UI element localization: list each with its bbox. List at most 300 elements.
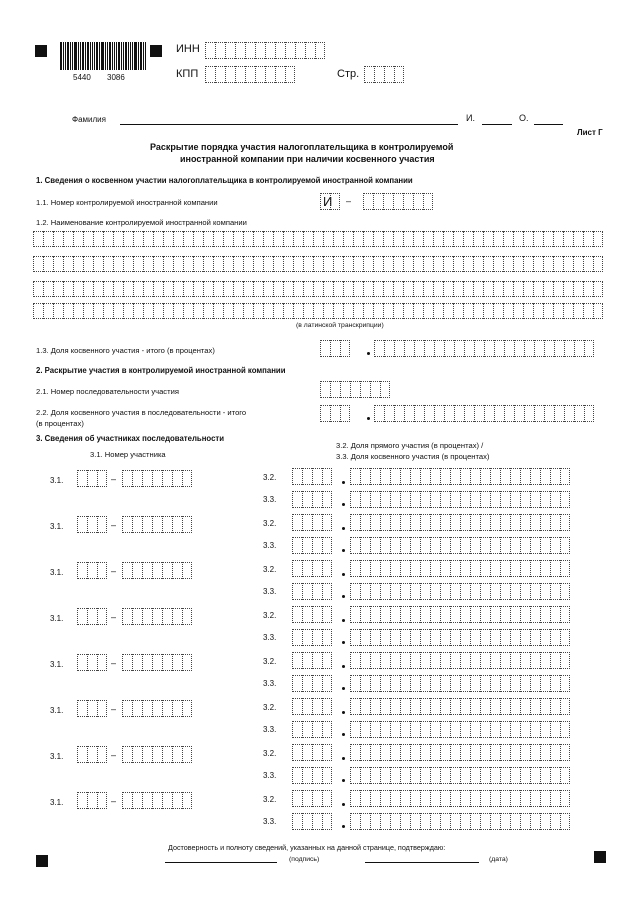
input-cell[interactable] [322,468,332,485]
input-cell[interactable] [275,66,285,83]
inn-field[interactable] [205,42,325,59]
input-cell[interactable] [97,562,107,579]
input-cell[interactable] [182,608,192,625]
input-cell[interactable] [500,491,510,508]
input-cell[interactable] [370,744,380,761]
participant-number-part1[interactable] [77,470,107,487]
input-cell[interactable] [183,256,193,272]
input-cell[interactable] [394,340,404,357]
input-cell[interactable] [500,514,510,531]
input-cell[interactable] [390,629,400,646]
input-cell[interactable] [460,606,470,623]
input-cell[interactable] [390,537,400,554]
input-cell[interactable] [523,281,533,297]
input-cell[interactable] [450,537,460,554]
input-cell[interactable] [302,606,312,623]
participant-number-part2[interactable] [122,700,192,717]
input-cell[interactable] [162,562,172,579]
input-cell[interactable] [373,231,383,247]
input-cell[interactable] [500,813,510,830]
input-cell[interactable] [182,562,192,579]
input-cell[interactable] [550,514,560,531]
input-cell[interactable] [122,792,132,809]
input-cell[interactable] [390,468,400,485]
input-cell[interactable] [87,516,97,533]
input-cell[interactable] [410,629,420,646]
input-cell[interactable] [470,721,480,738]
input-cell[interactable] [460,767,470,784]
input-cell[interactable] [380,381,390,398]
input-cell[interactable] [410,560,420,577]
input-cell[interactable] [292,744,302,761]
input-cell[interactable] [440,514,450,531]
input-cell[interactable] [302,698,312,715]
input-cell[interactable] [302,721,312,738]
input-cell[interactable] [430,491,440,508]
input-cell[interactable] [450,744,460,761]
input-cell[interactable] [323,303,333,319]
input-cell[interactable] [83,303,93,319]
input-cell[interactable] [550,560,560,577]
input-cell[interactable] [573,281,583,297]
input-cell[interactable] [470,537,480,554]
input-cell[interactable] [253,231,263,247]
input-cell[interactable] [243,231,253,247]
input-cell[interactable] [540,652,550,669]
input-cell[interactable] [273,303,283,319]
input-cell[interactable] [460,813,470,830]
input-cell[interactable] [420,675,430,692]
input-cell[interactable] [152,470,162,487]
input-cell[interactable] [142,516,152,533]
input-cell[interactable] [510,560,520,577]
input-cell[interactable] [400,813,410,830]
input-cell[interactable] [520,468,530,485]
input-cell[interactable] [480,698,490,715]
participant-3-3-integer[interactable] [292,767,332,784]
input-cell[interactable] [330,340,340,357]
input-cell[interactable] [380,744,390,761]
input-cell[interactable] [380,813,390,830]
input-cell[interactable] [460,721,470,738]
input-cell[interactable] [235,66,245,83]
input-cell[interactable] [293,256,303,272]
input-cell[interactable] [480,790,490,807]
input-cell[interactable] [123,256,133,272]
input-cell[interactable] [122,746,132,763]
input-cell[interactable] [390,652,400,669]
input-cell[interactable] [373,193,383,210]
input-cell[interactable] [460,560,470,577]
input-cell[interactable] [560,675,570,692]
input-cell[interactable] [533,256,543,272]
input-cell[interactable] [360,560,370,577]
input-cell[interactable] [513,256,523,272]
participant-number-part2[interactable] [122,654,192,671]
input-cell[interactable] [453,303,463,319]
input-cell[interactable] [410,675,420,692]
input-cell[interactable] [510,744,520,761]
input-cell[interactable] [583,231,593,247]
input-cell[interactable] [530,813,540,830]
input-cell[interactable] [370,652,380,669]
input-cell[interactable] [530,606,540,623]
input-cell[interactable] [373,303,383,319]
input-cell[interactable] [340,405,350,422]
input-cell[interactable] [430,744,440,761]
participant-3-2-fraction[interactable] [350,514,570,531]
input-cell[interactable] [203,303,213,319]
input-cell[interactable] [550,491,560,508]
input-cell[interactable] [584,405,594,422]
input-cell[interactable] [420,491,430,508]
input-cell[interactable] [312,491,322,508]
input-cell[interactable] [470,675,480,692]
participant-3-2-fraction[interactable] [350,560,570,577]
input-cell[interactable] [343,231,353,247]
input-cell[interactable] [470,629,480,646]
input-cell[interactable] [225,42,235,59]
input-cell[interactable] [173,303,183,319]
input-cell[interactable] [400,514,410,531]
input-cell[interactable] [404,405,414,422]
input-cell[interactable] [63,256,73,272]
input-cell[interactable] [97,792,107,809]
input-cell[interactable] [122,516,132,533]
input-cell[interactable] [393,256,403,272]
input-cell[interactable] [123,231,133,247]
input-cell[interactable] [302,675,312,692]
input-cell[interactable] [553,231,563,247]
input-cell[interactable] [374,66,384,83]
input-cell[interactable] [113,303,123,319]
input-cell[interactable] [77,562,87,579]
input-cell[interactable] [183,303,193,319]
input-cell[interactable] [460,698,470,715]
input-cell[interactable] [243,256,253,272]
participant-number-part2[interactable] [122,470,192,487]
input-cell[interactable] [544,340,554,357]
input-cell[interactable] [142,792,152,809]
input-cell[interactable] [205,42,215,59]
input-cell[interactable] [263,256,273,272]
input-cell[interactable] [43,256,53,272]
participant-3-2-fraction[interactable] [350,790,570,807]
participant-3-3-fraction[interactable] [350,537,570,554]
input-cell[interactable] [380,767,390,784]
input-cell[interactable] [273,256,283,272]
input-cell[interactable] [283,281,293,297]
input-cell[interactable] [500,790,510,807]
input-cell[interactable] [493,231,503,247]
input-cell[interactable] [480,606,490,623]
input-cell[interactable] [263,231,273,247]
input-cell[interactable] [370,514,380,531]
input-cell[interactable] [122,470,132,487]
input-cell[interactable] [420,629,430,646]
input-cell[interactable] [283,303,293,319]
input-cell[interactable] [122,608,132,625]
input-cell[interactable] [162,792,172,809]
input-cell[interactable] [183,281,193,297]
input-cell[interactable] [123,303,133,319]
input-cell[interactable] [152,608,162,625]
input-cell[interactable] [370,560,380,577]
field-2-2-integer[interactable] [320,405,350,422]
input-cell[interactable] [550,698,560,715]
input-cell[interactable] [213,256,223,272]
input-cell[interactable] [540,744,550,761]
input-cell[interactable] [343,256,353,272]
input-cell[interactable] [283,256,293,272]
input-cell[interactable] [292,514,302,531]
input-cell[interactable] [293,281,303,297]
participant-3-3-integer[interactable] [292,721,332,738]
input-cell[interactable] [43,281,53,297]
input-cell[interactable] [400,468,410,485]
input-cell[interactable] [573,231,583,247]
input-cell[interactable] [312,698,322,715]
input-cell[interactable] [380,790,390,807]
input-cell[interactable] [133,281,143,297]
input-cell[interactable] [450,698,460,715]
input-cell[interactable] [423,193,433,210]
input-cell[interactable] [370,790,380,807]
input-cell[interactable] [312,583,322,600]
input-cell[interactable] [303,281,313,297]
input-cell[interactable] [283,231,293,247]
input-cell[interactable] [292,767,302,784]
input-cell[interactable] [564,405,574,422]
input-cell[interactable] [420,721,430,738]
input-cell[interactable] [340,381,350,398]
input-cell[interactable] [350,606,360,623]
input-cell[interactable] [420,583,430,600]
input-cell[interactable] [400,652,410,669]
input-cell[interactable] [450,491,460,508]
input-cell[interactable] [433,303,443,319]
input-cell[interactable] [77,608,87,625]
input-cell[interactable] [93,303,103,319]
input-cell[interactable] [490,583,500,600]
input-cell[interactable] [480,514,490,531]
input-cell[interactable] [97,700,107,717]
input-cell[interactable] [77,516,87,533]
input-cell[interactable] [363,303,373,319]
input-cell[interactable] [430,721,440,738]
input-cell[interactable] [420,537,430,554]
input-cell[interactable] [560,721,570,738]
input-cell[interactable] [520,629,530,646]
input-cell[interactable] [550,583,560,600]
input-cell[interactable] [503,281,513,297]
input-cell[interactable] [453,231,463,247]
input-cell[interactable] [510,629,520,646]
input-cell[interactable] [480,767,490,784]
participant-3-3-fraction[interactable] [350,491,570,508]
input-cell[interactable] [560,583,570,600]
input-cell[interactable] [312,675,322,692]
field-1-1-number[interactable] [363,193,433,210]
input-cell[interactable] [142,470,152,487]
input-cell[interactable] [255,42,265,59]
input-cell[interactable] [430,767,440,784]
input-cell[interactable] [313,256,323,272]
input-cell[interactable] [302,537,312,554]
input-cell[interactable] [410,491,420,508]
input-cell[interactable] [330,405,340,422]
input-cell[interactable] [333,303,343,319]
input-cell[interactable] [162,470,172,487]
input-cell[interactable] [493,256,503,272]
input-cell[interactable] [172,746,182,763]
input-cell[interactable] [470,652,480,669]
input-cell[interactable] [460,790,470,807]
input-cell[interactable] [223,281,233,297]
input-cell[interactable] [363,231,373,247]
input-cell[interactable] [510,468,520,485]
input-cell[interactable] [350,514,360,531]
page-number-field[interactable] [364,66,404,83]
participant-3-3-integer[interactable] [292,583,332,600]
input-cell[interactable] [133,231,143,247]
input-cell[interactable] [550,790,560,807]
input-cell[interactable] [315,42,325,59]
input-cell[interactable] [350,537,360,554]
participant-number-part2[interactable] [122,608,192,625]
input-cell[interactable] [504,340,514,357]
input-cell[interactable] [490,767,500,784]
input-cell[interactable] [380,537,390,554]
input-cell[interactable] [292,629,302,646]
input-cell[interactable] [430,537,440,554]
input-cell[interactable] [520,767,530,784]
input-cell[interactable] [520,813,530,830]
input-cell[interactable] [480,744,490,761]
input-cell[interactable] [322,491,332,508]
input-cell[interactable] [233,303,243,319]
input-cell[interactable] [433,231,443,247]
input-cell[interactable] [550,744,560,761]
input-cell[interactable] [490,652,500,669]
input-cell[interactable] [420,514,430,531]
input-cell[interactable] [430,560,440,577]
input-cell[interactable] [400,790,410,807]
input-cell[interactable] [550,675,560,692]
input-cell[interactable] [530,744,540,761]
input-cell[interactable] [480,583,490,600]
input-cell[interactable] [470,744,480,761]
surname-field[interactable] [120,124,458,125]
input-cell[interactable] [530,491,540,508]
input-cell[interactable] [203,256,213,272]
input-cell[interactable] [363,256,373,272]
input-cell[interactable] [383,193,393,210]
input-cell[interactable] [510,491,520,508]
input-cell[interactable] [203,281,213,297]
input-cell[interactable] [333,231,343,247]
participant-number-part1[interactable] [77,654,107,671]
input-cell[interactable] [470,560,480,577]
input-cell[interactable] [400,491,410,508]
input-cell[interactable] [233,256,243,272]
input-cell[interactable] [350,790,360,807]
input-cell[interactable] [394,66,404,83]
input-cell[interactable] [483,256,493,272]
input-cell[interactable] [510,583,520,600]
input-cell[interactable] [132,746,142,763]
participant-3-2-integer[interactable] [292,744,332,761]
field-1-3-integer[interactable] [320,340,350,357]
input-cell[interactable] [440,560,450,577]
input-cell[interactable] [350,381,360,398]
input-cell[interactable] [423,281,433,297]
input-cell[interactable] [420,468,430,485]
input-cell[interactable] [550,468,560,485]
input-cell[interactable] [53,303,63,319]
input-cell[interactable] [322,514,332,531]
input-cell[interactable] [77,746,87,763]
input-cell[interactable] [520,790,530,807]
participant-number-part1[interactable] [77,746,107,763]
input-cell[interactable] [500,606,510,623]
input-cell[interactable] [563,303,573,319]
input-cell[interactable] [350,583,360,600]
input-cell[interactable] [440,744,450,761]
input-cell[interactable] [360,514,370,531]
input-cell[interactable] [444,340,454,357]
input-cell[interactable] [103,231,113,247]
input-cell[interactable] [97,608,107,625]
input-cell[interactable] [460,675,470,692]
input-cell[interactable] [353,256,363,272]
input-cell[interactable] [443,256,453,272]
input-cell[interactable] [450,652,460,669]
input-cell[interactable] [524,405,534,422]
input-cell[interactable] [322,652,332,669]
input-cell[interactable] [373,281,383,297]
input-cell[interactable] [322,606,332,623]
input-cell[interactable] [87,792,97,809]
input-cell[interactable] [484,340,494,357]
input-cell[interactable] [302,491,312,508]
input-cell[interactable] [142,746,152,763]
input-cell[interactable] [77,470,87,487]
input-cell[interactable] [560,560,570,577]
input-cell[interactable] [322,583,332,600]
input-cell[interactable] [583,281,593,297]
input-cell[interactable] [152,516,162,533]
input-cell[interactable] [470,767,480,784]
input-cell[interactable] [292,721,302,738]
input-cell[interactable] [520,606,530,623]
input-cell[interactable] [312,652,322,669]
input-cell[interactable] [403,193,413,210]
input-cell[interactable] [87,654,97,671]
input-cell[interactable] [500,560,510,577]
input-cell[interactable] [152,654,162,671]
input-cell[interactable] [53,231,63,247]
company-name-row-1[interactable] [33,231,603,247]
input-cell[interactable] [173,231,183,247]
input-cell[interactable] [410,514,420,531]
input-cell[interactable] [540,560,550,577]
input-cell[interactable] [440,790,450,807]
input-cell[interactable] [182,470,192,487]
input-cell[interactable] [73,256,83,272]
input-cell[interactable] [350,675,360,692]
input-cell[interactable] [400,721,410,738]
